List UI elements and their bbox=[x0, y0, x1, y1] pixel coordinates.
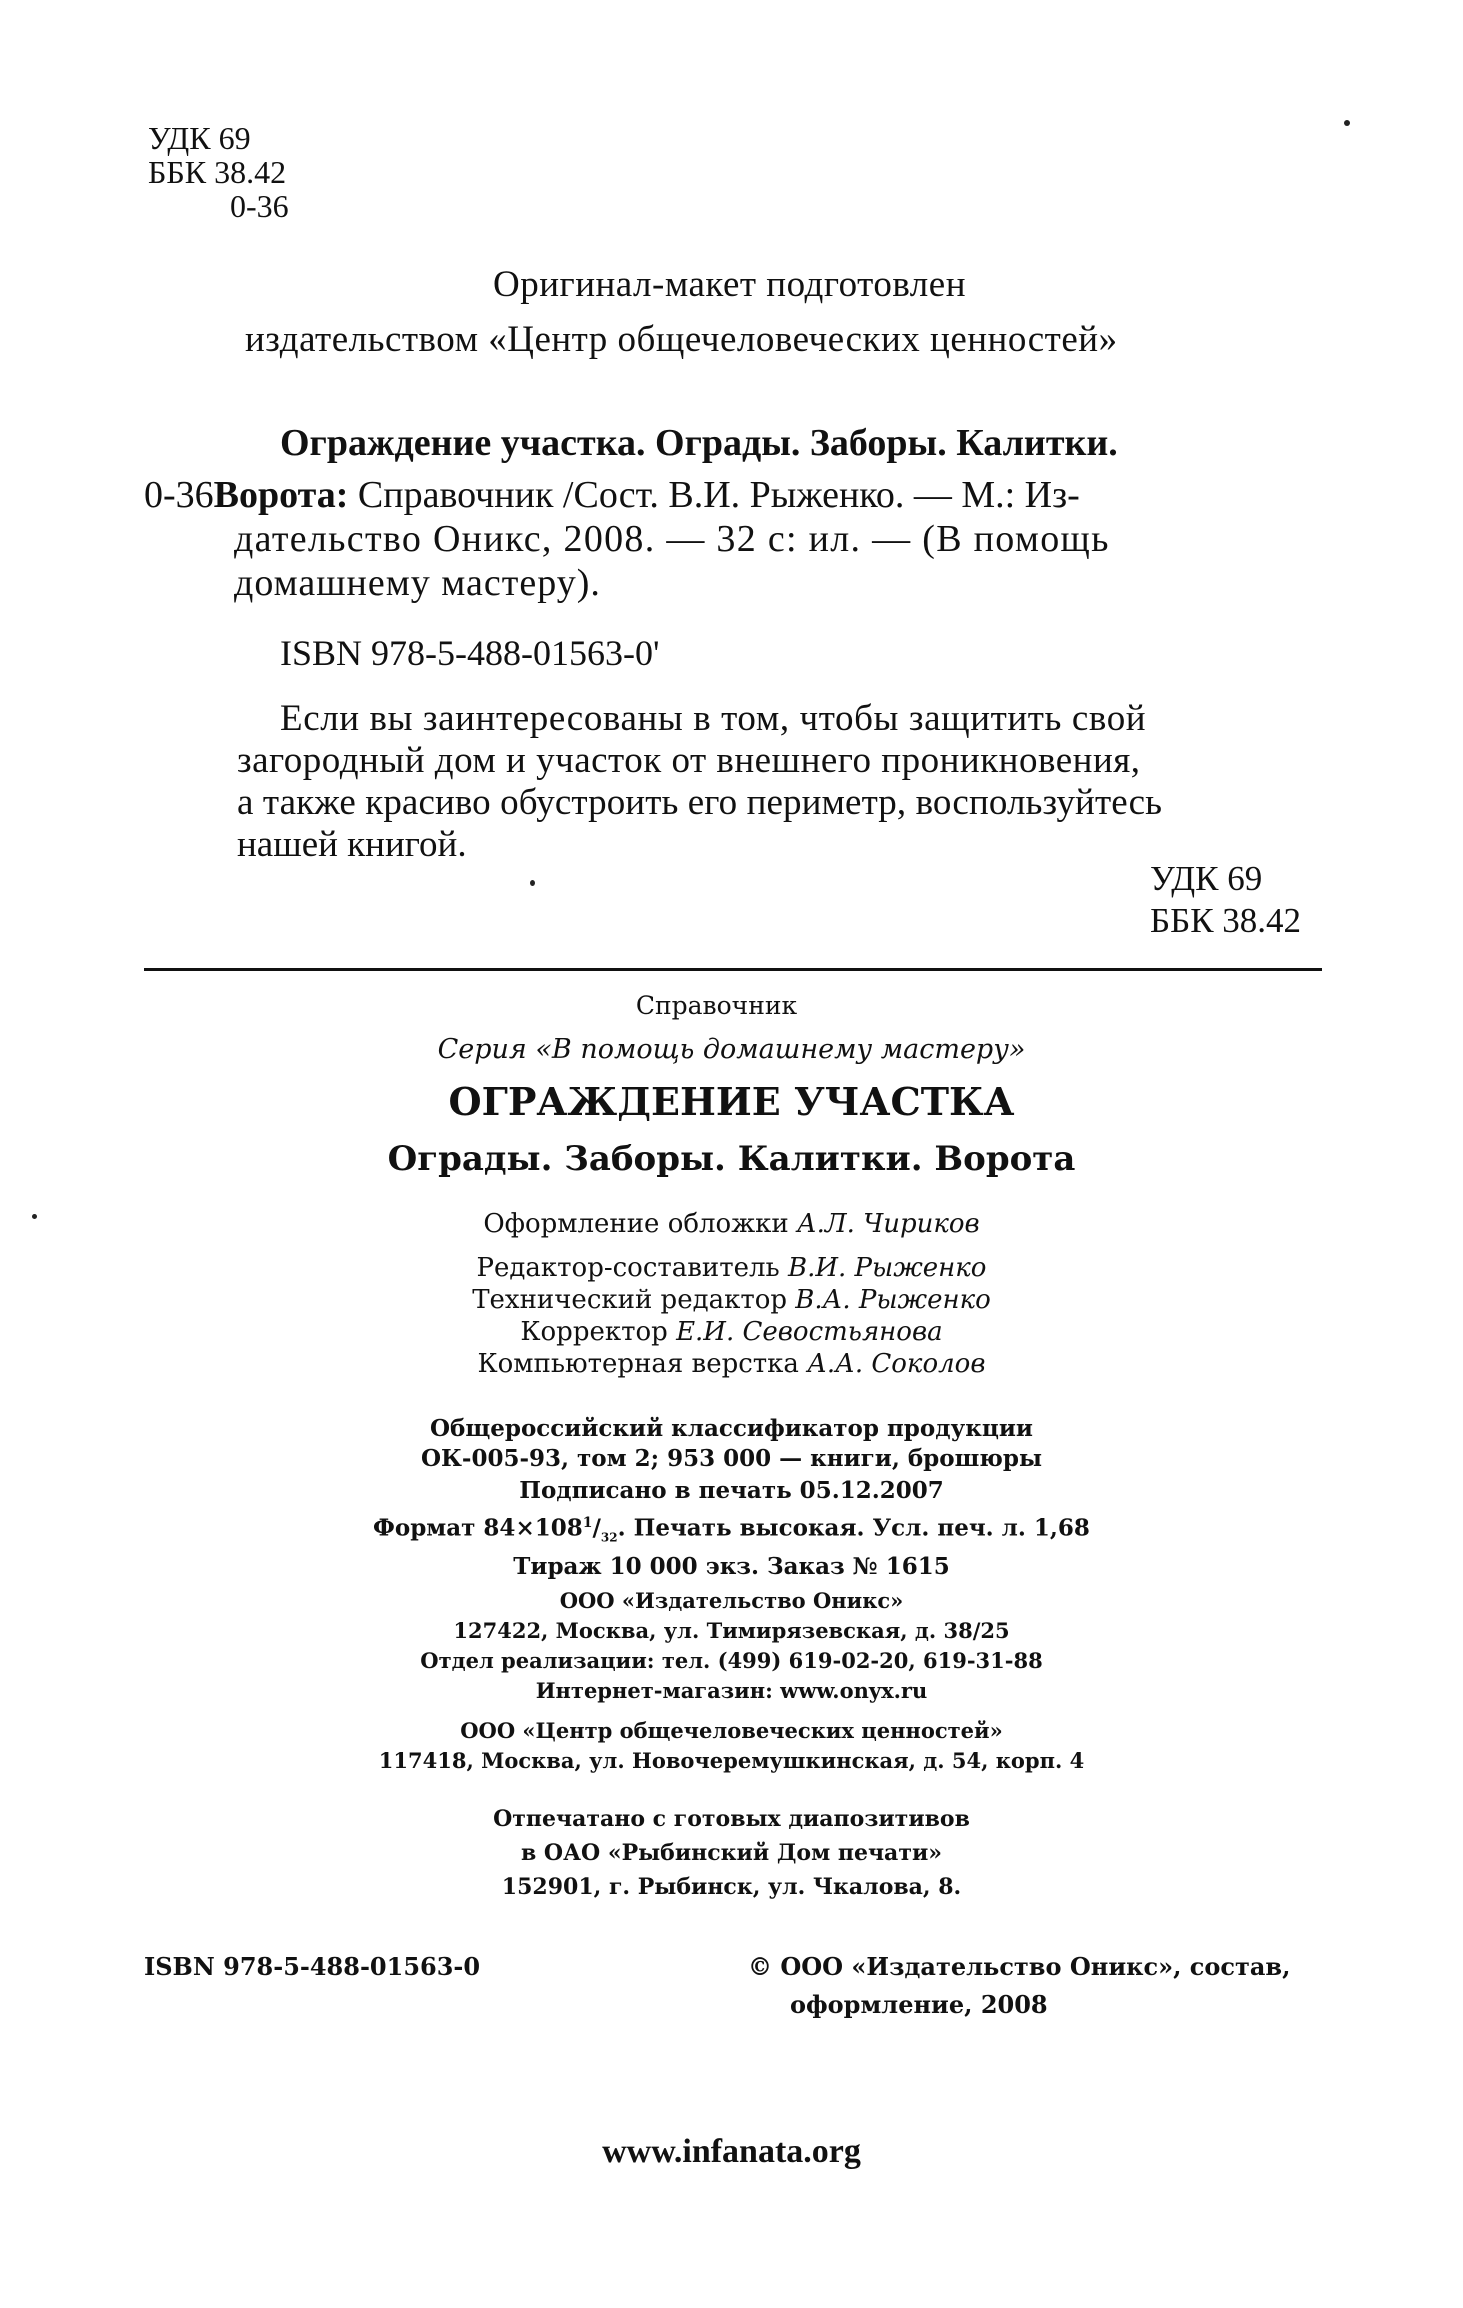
credit-editor-name: В.И. Рыженко bbox=[787, 1253, 987, 1283]
credit-proof bbox=[0, 1316, 1463, 1348]
annotation-line4: нашей книгой. bbox=[237, 824, 467, 865]
citation-title-bold: Ограждение участка. Ограды. Заборы. Калитки. bbox=[280, 422, 1118, 464]
annotation-line3: а также красиво обустроить его периметр, воспользуйтесь bbox=[237, 782, 1163, 823]
isbn-line: ISBN 978-5-488-01563-0' bbox=[280, 633, 660, 673]
format-denominator: 32 bbox=[600, 1530, 618, 1545]
publisher1-shop: Интернет-магазин: www.onyx.ru bbox=[535, 1678, 928, 1704]
credit-tech bbox=[0, 1284, 1463, 1316]
printed-line2: в ОАО «Рыбинский Дом печати» bbox=[520, 1840, 943, 1866]
credit-proof-label: Корректор bbox=[520, 1317, 668, 1347]
credit-editor-label: Редактор-составитель bbox=[476, 1253, 780, 1283]
original-layout-line2: издательством «Центр общечеловеческих ценностей» bbox=[245, 319, 1118, 360]
format-suffix: . Печать высокая. Усл. печ. л. 1,68 bbox=[617, 1514, 1090, 1542]
original-layout-line1: Оригинал-макет подготовлен bbox=[493, 264, 966, 305]
footer-copyright-line1: © ООО «Издательство Оникс», состав, bbox=[748, 1952, 1291, 1981]
printed-line1: Отпечатано с готовых диапозитивов bbox=[493, 1806, 970, 1832]
credit-layout-label: Компьютерная верстка bbox=[477, 1349, 799, 1379]
colophon-genre: Справочник bbox=[635, 991, 798, 1020]
classifier-line2: ОК-005-93, том 2; 953 000 — книги, брошюры bbox=[420, 1445, 1043, 1472]
publisher1-address: 127422, Москва, ул. Тимирязевская, д. 38/25 bbox=[453, 1618, 1010, 1644]
citation-author-sign: 0-36 bbox=[144, 474, 214, 516]
colophon-title: ОГРАЖДЕНИЕ УЧАСТКА bbox=[448, 1079, 1015, 1124]
credit-tech-label: Технический редактор bbox=[472, 1285, 788, 1315]
colophon bbox=[0, 990, 1463, 1184]
credit-cover-name: А.Л. Чириков bbox=[796, 1209, 980, 1239]
citation-line4: домашнему мастеру). bbox=[234, 562, 601, 604]
separator-rule bbox=[144, 968, 1322, 971]
bbk-code-bottom: ББК 38.42 bbox=[1150, 901, 1302, 940]
print-details bbox=[0, 1414, 1463, 1776]
bbk-code-top: ББК 38.42 bbox=[148, 154, 287, 190]
colophon-subtitle: Ограды. Заборы. Калитки. Ворота bbox=[387, 1139, 1076, 1179]
printer-info bbox=[0, 1802, 1463, 1904]
format-numerator: 1 bbox=[582, 1515, 593, 1531]
website-url[interactable]: www.infanata.org bbox=[602, 2133, 861, 2170]
print-speck bbox=[1344, 120, 1350, 126]
colophon-series: Серия «В помощь домашнему мастеру» bbox=[437, 1034, 1026, 1065]
author-sign-top: 0-36 bbox=[230, 188, 289, 224]
signed-date: Подписано в печать 05.12.2007 bbox=[519, 1477, 944, 1504]
publisher2-address: 117418, Москва, ул. Новочеремушкинская, д. 54, корп. 4 bbox=[378, 1748, 1085, 1774]
format-line: Формат $84\times 108^1/_{32}$. Печать высокая. Усл. печ. л. 1,68 bbox=[373, 1514, 1090, 1545]
footer-copyright-line2: оформление, 2008 bbox=[790, 1990, 1048, 2019]
credit-editor bbox=[0, 1252, 1463, 1284]
citation-line3: дательство Оникс, 2008. — 32 с: ил. — (В помощь bbox=[234, 518, 1110, 560]
citation-line2 bbox=[144, 472, 1323, 518]
print-speck bbox=[530, 880, 535, 886]
credit-layout-name: А.А. Соколов bbox=[807, 1349, 986, 1379]
classifier-line1: Общероссийский классификатор продукции bbox=[429, 1415, 1033, 1442]
print-speck bbox=[32, 1214, 37, 1219]
citation-gates: Ворота: bbox=[213, 474, 349, 516]
publisher2-name: ООО «Центр общечеловеческих ценностей» bbox=[460, 1718, 1003, 1744]
publisher1-sales: Отдел реализации: тел. (499) 619-02-20, 619-31-88 bbox=[420, 1648, 1043, 1674]
annotation-line2: загородный дом и участок от внешнего проникновения, bbox=[237, 740, 1141, 781]
print-run: Тираж 10 000 экз. Заказ № 1615 bbox=[513, 1553, 950, 1581]
credit-cover bbox=[0, 1208, 1463, 1240]
annotation-line1: Если вы заинтересованы в том, чтобы защитить свой bbox=[280, 698, 1147, 739]
footer-isbn: ISBN 978-5-488-01563-0 bbox=[144, 1952, 481, 1981]
credit-cover-label: Оформление обложки bbox=[483, 1209, 789, 1239]
publisher1-name: ООО «Издательство Оникс» bbox=[559, 1588, 904, 1614]
citation-line2-rest: Справочник /Сост. В.И. Рыженко. — М.: Из- bbox=[357, 474, 1080, 516]
printed-line3: 152901, г. Рыбинск, ул. Чкалова, 8. bbox=[501, 1874, 962, 1900]
credit-layout bbox=[0, 1348, 1463, 1380]
format-prefix: Формат 84×108 bbox=[373, 1514, 583, 1542]
udk-code-bottom: УДК 69 bbox=[1150, 859, 1263, 898]
udk-code-top: УДК 69 bbox=[148, 120, 251, 156]
credit-proof-name: Е.И. Севостьянова bbox=[676, 1317, 943, 1347]
credit-tech-name: В.А. Рыженко bbox=[795, 1285, 991, 1315]
credits bbox=[0, 1208, 1463, 1380]
